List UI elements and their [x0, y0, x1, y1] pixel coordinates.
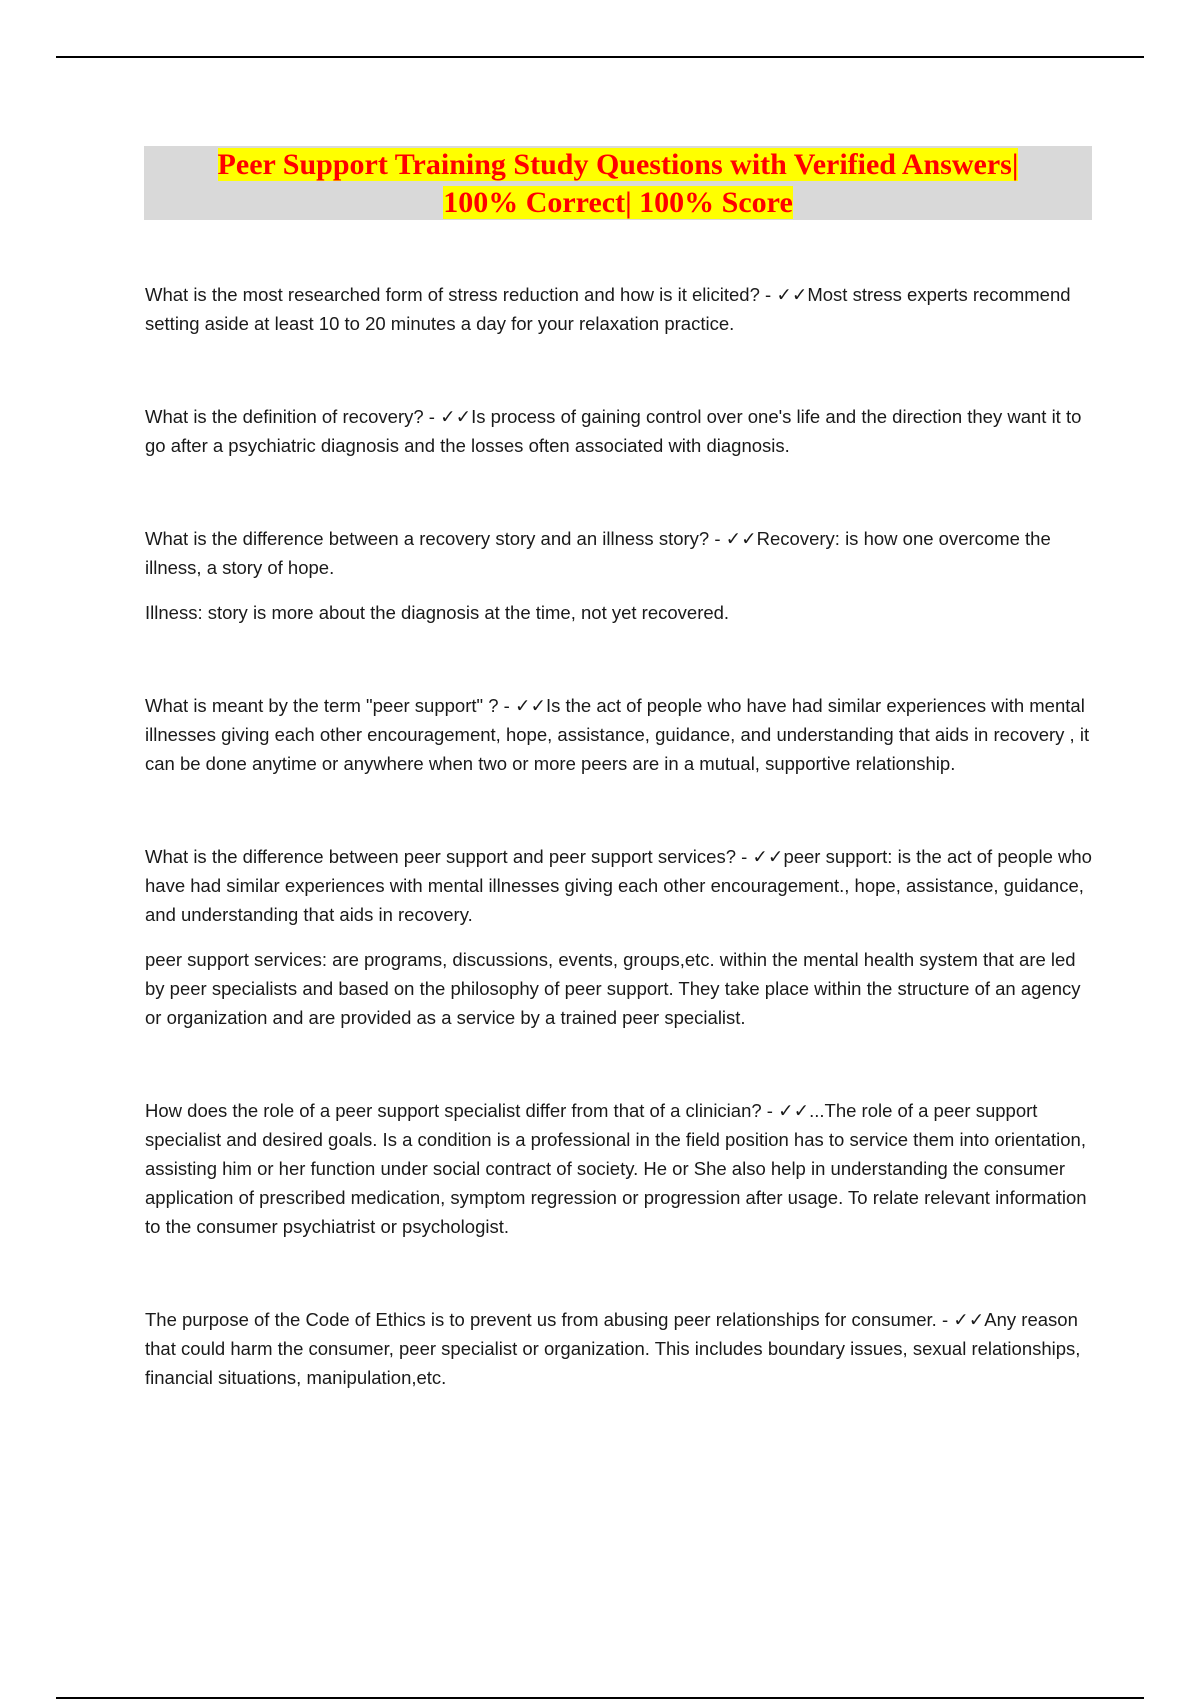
answer-continuation: Illness: story is more about the diagnosis at the time, not yet recovered.	[145, 602, 730, 623]
question-text: What is the difference between peer support and peer support services? -	[145, 846, 753, 867]
answer-text: Any reason that could harm the consumer, peer specialist or organization. This includes boundary issues, sexual relationships, financial situations, manipulation,etc.	[145, 1309, 1081, 1388]
title-line-1: Peer Support Training Study Questions with Verified Answers|	[217, 148, 1019, 181]
double-check-icon: ✓✓	[953, 1309, 985, 1330]
question-text: What is the most researched form of stress reduction and how is it elicited? -	[145, 284, 777, 305]
answer-text: ...The role of a peer support specialist and desired goals. Is a condition is a professional in the field position has to service them into orientation, assisting him or her function under social contract of society. He or She also help in understanding the consumer application of prescribed medication, symptom regression or progression after usage. To relate relevant information to the consumer psychiatrist or psychologist.	[145, 1100, 1087, 1237]
answer-text: Most stress experts recommend setting aside at least 10 to 20 minutes a day for your relaxation practice.	[145, 284, 1071, 334]
answer-text: Is the act of people who have had similar experiences with mental illnesses giving each other encouragement, hope, assistance, guidance, and understanding that aids in recovery , it can be done anytime or anywhere when two or more peers are in a mutual, supportive relationship.	[145, 695, 1090, 774]
top-rule	[56, 56, 1144, 58]
qa-item	[145, 691, 1095, 778]
double-check-icon: ✓✓	[514, 695, 546, 716]
double-check-icon: ✓✓	[725, 528, 757, 549]
answer-text: Recovery: is how one overcome the illness, a story of hope.	[145, 528, 1051, 578]
answer-text: peer support: is the act of people who have had similar experiences with mental illnesses giving each other encouragement., hope, assistance, guidance, and understanding that aids in recovery.	[145, 846, 1092, 925]
question-text: What is the definition of recovery? -	[145, 406, 441, 427]
answer-text: Is process of gaining control over one's life and the direction they want it to go after a psychiatric diagnosis and the losses often associated with diagnosis.	[145, 406, 1082, 456]
answer-continuation: peer support services: are programs, discussions, events, groups,etc. within the mental health system that are led by peer specialists and based on the philosophy of peer support. They take place within the structure of an agency or organization and are provided as a service by a trained peer specialist.	[145, 949, 1081, 1028]
qa-item	[145, 1305, 1095, 1392]
double-check-icon: ✓✓	[776, 284, 808, 305]
bottom-rule	[56, 1697, 1144, 1699]
qa-item	[145, 842, 1095, 1032]
double-check-icon: ✓✓	[752, 846, 784, 867]
double-check-icon: ✓✓	[778, 1100, 810, 1121]
qa-item	[145, 524, 1095, 627]
document-title	[144, 146, 1092, 220]
question-text: How does the role of a peer support specialist differ from that of a clinician? -	[145, 1100, 779, 1121]
qa-item	[145, 1096, 1095, 1241]
question-text: What is meant by the term "peer support" ? -	[145, 695, 515, 716]
double-check-icon: ✓✓	[440, 406, 472, 427]
question-text: The purpose of the Code of Ethics is to prevent us from abusing peer relationships for consumer. -	[145, 1309, 954, 1330]
qa-item	[145, 280, 1095, 338]
title-line-2: 100% Correct| 100% Score	[443, 186, 793, 219]
qa-item	[145, 402, 1095, 460]
question-text: What is the difference between a recovery story and an illness story? -	[145, 528, 726, 549]
qa-list	[145, 280, 1095, 1392]
